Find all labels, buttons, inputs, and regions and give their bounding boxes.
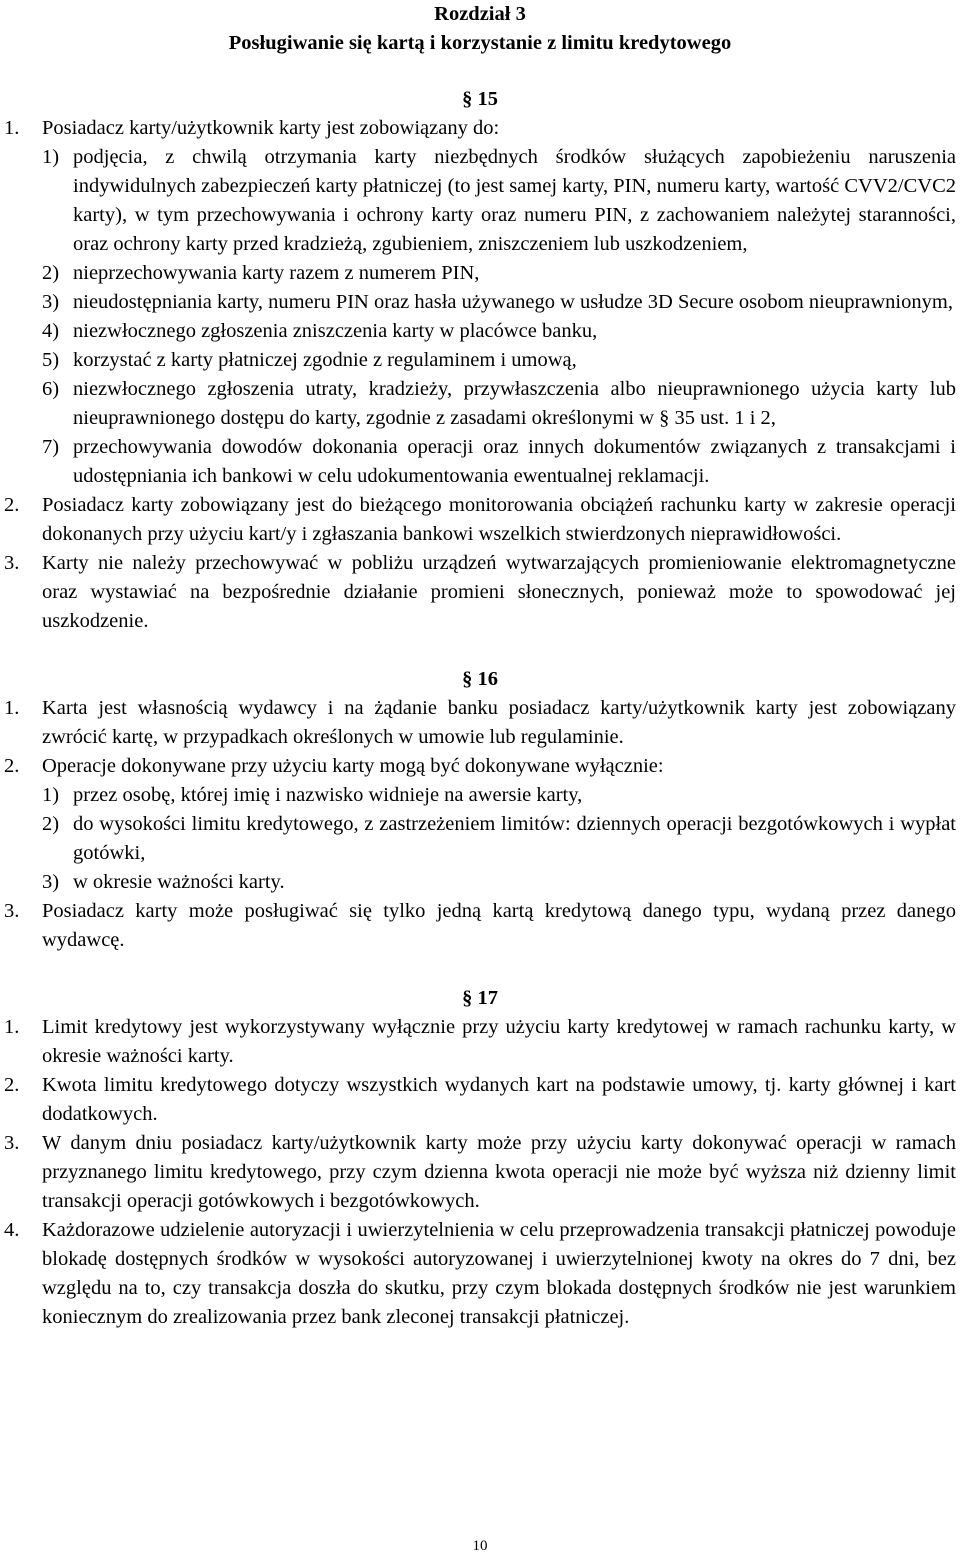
numbered-paragraph [0,1216,960,1332]
paragraph-number: 1. [4,697,20,719]
list-item-number: 2) [42,813,60,835]
chapter-title: Posługiwanie się kartą i korzystanie z limitu kredytowego [228,32,732,54]
paragraph-text: Posiadacz karty może posługiwać się tylko jedną kartą kredytową danego typu, wydaną przez danego wydawcę. [42,900,956,951]
section [0,85,960,636]
list-item [0,259,960,288]
list-item-number: 4) [42,320,60,342]
list-item-text: w okresie ważności karty. [73,871,285,893]
list-item-number: 7) [42,436,60,458]
list-item-text: niezwłocznego zgłoszenia utraty, kradzieży, przywłaszczenia albo nieuprawnionego użycia karty lub nieuprawnionego dostępu do karty, zgodnie z zasadami określonymi w § 35 ust. 1 i 2, [73,378,956,429]
list-item-number: 1) [42,784,60,806]
paragraph-text: Posiadacz karty/użytkownik karty jest zobowiązany do: [42,117,500,139]
list-item [0,375,960,433]
list-item-text: przechowywania dowodów dokonania operacji oraz innych dokumentów związanych z transakcjami i udostępniania ich bankowi w celu udokumentowania ewentualnej reklamacji. [73,436,956,487]
chapter-number: Rozdział 3 [434,3,526,25]
paragraph-text: Limit kredytowy jest wykorzystywany wyłącznie przy użyciu karty kredytowej w ramach rachunku karty, w okresie ważności karty. [42,1016,956,1067]
paragraph-number: 2. [4,494,20,516]
paragraph-text: Każdorazowe udzielenie autoryzacji i uwierzytelnienia w celu przeprowadzenia transakcji płatniczej powoduje blokadę dostępnych środków w wysokości autoryzowanej i uwierzytelnionej kwoty na okres do 7 dni, bez względu na to, czy transakcja doszła do skutku, przy czym blokada dostępnych środków nie jest warunkiem koniecznym do zrealizowania przez bank zleconej transakcji płatniczej. [42,1219,956,1328]
numbered-paragraph [0,1071,960,1129]
section-sign: § 16 [462,668,498,690]
list-item [0,317,960,346]
list-item-text: do wysokości limitu kredytowego, z zastrzeżeniem limitów: dziennych operacji bezgotówkowych i wypłat gotówki, [73,813,956,864]
list-item [0,288,960,317]
paragraph-number: 1. [4,117,20,139]
list-item-text: nieprzechowywania karty razem z numerem PIN, [73,262,480,284]
section [0,665,960,955]
list-item [0,143,960,259]
list-item-text: korzystać z karty płatniczej zgodnie z regulaminem i umową, [73,349,577,371]
paragraph-text: Operacje dokonywane przy użyciu karty mogą być dokonywane wyłącznie: [42,755,664,777]
paragraph-text: W danym dniu posiadacz karty/użytkownik karty może przy użyciu karty dokonywać operacji w ramach przyznanego limitu kredytowego, przy czym dzienna kwota operacji nie może być wyższa niż dzienny limit transakcji operacji gotówkowych i bezgotówkowych. [42,1132,956,1212]
list-item-number: 2) [42,262,60,284]
paragraph-number: 3. [4,900,20,922]
numbered-paragraph [0,114,960,143]
paragraph-number: 3. [4,552,20,574]
list-item-text: nieudostępniania karty, numeru PIN oraz hasła używanego w usłudze 3D Secure osobom nieuprawnionym, [73,291,953,313]
section [0,984,960,1332]
list-item-text: niezwłocznego zgłoszenia zniszczenia karty w placówce banku, [73,320,598,342]
list-item-number: 5) [42,349,60,371]
sections-container [0,85,960,1332]
paragraph-number: 2. [4,755,20,777]
page-number: 10 [472,1538,488,1554]
list-item [0,433,960,491]
chapter-header [0,0,960,58]
list-item [0,781,960,810]
list-item-text: przez osobę, której imię i nazwisko widnieje na awersie karty, [73,784,583,806]
numbered-paragraph [0,491,960,549]
numbered-paragraph [0,549,960,636]
numbered-paragraph [0,897,960,955]
paragraph-text: Kwota limitu kredytowego dotyczy wszystkich wydanych kart na podstawie umowy, tj. karty głównej i kart dodatkowych. [42,1074,956,1125]
numbered-paragraph [0,694,960,752]
numbered-paragraph [0,1129,960,1216]
numbered-paragraph [0,752,960,781]
list-item [0,346,960,375]
section-sign: § 17 [462,987,498,1009]
list-item [0,868,960,897]
list-item [0,810,960,868]
numbered-paragraph [0,1013,960,1071]
paragraph-number: 4. [4,1219,20,1241]
list-item-text: podjęcia, z chwilą otrzymania karty niezbędnych środków służących zapobieżeniu naruszenia indywidulnych zabezpieczeń karty płatniczej (to jest samej karty, PIN, numeru karty, wartość CVV2/CVC2 karty), w tym przechowywania i ochrony karty oraz numeru PIN, z zachowaniem należytej staranności, oraz ochrony karty przed kradzieżą, zgubieniem, zniszczeniem lub uszkodzeniem, [73,146,956,255]
paragraph-number: 1. [4,1016,20,1038]
list-item-number: 3) [42,871,60,893]
list-item-number: 1) [42,146,60,168]
list-item-number: 6) [42,378,60,400]
paragraph-text: Karty nie należy przechowywać w pobliżu urządzeń wytwarzających promieniowanie elektromagnetyczne oraz wystawiać na bezpośrednie działanie promieni słonecznych, ponieważ może to spowodować jej uszkodzenie. [42,552,956,632]
paragraph-text: Posiadacz karty zobowiązany jest do bieżącego monitorowania obciążeń rachunku karty w zakresie operacji dokonanych przy użyciu kart/y i zgłaszania bankowi wszelkich stwierdzonych nieprawidłowości. [42,494,956,545]
paragraph-number: 3. [4,1132,20,1154]
paragraph-number: 2. [4,1074,20,1096]
section-sign: § 15 [462,88,498,110]
list-item-number: 3) [42,291,60,313]
paragraph-text: Karta jest własnością wydawcy i na żądanie banku posiadacz karty/użytkownik karty jest zobowiązany zwrócić kartę, w przypadkach określonych w umowie lub regulaminie. [42,697,956,748]
